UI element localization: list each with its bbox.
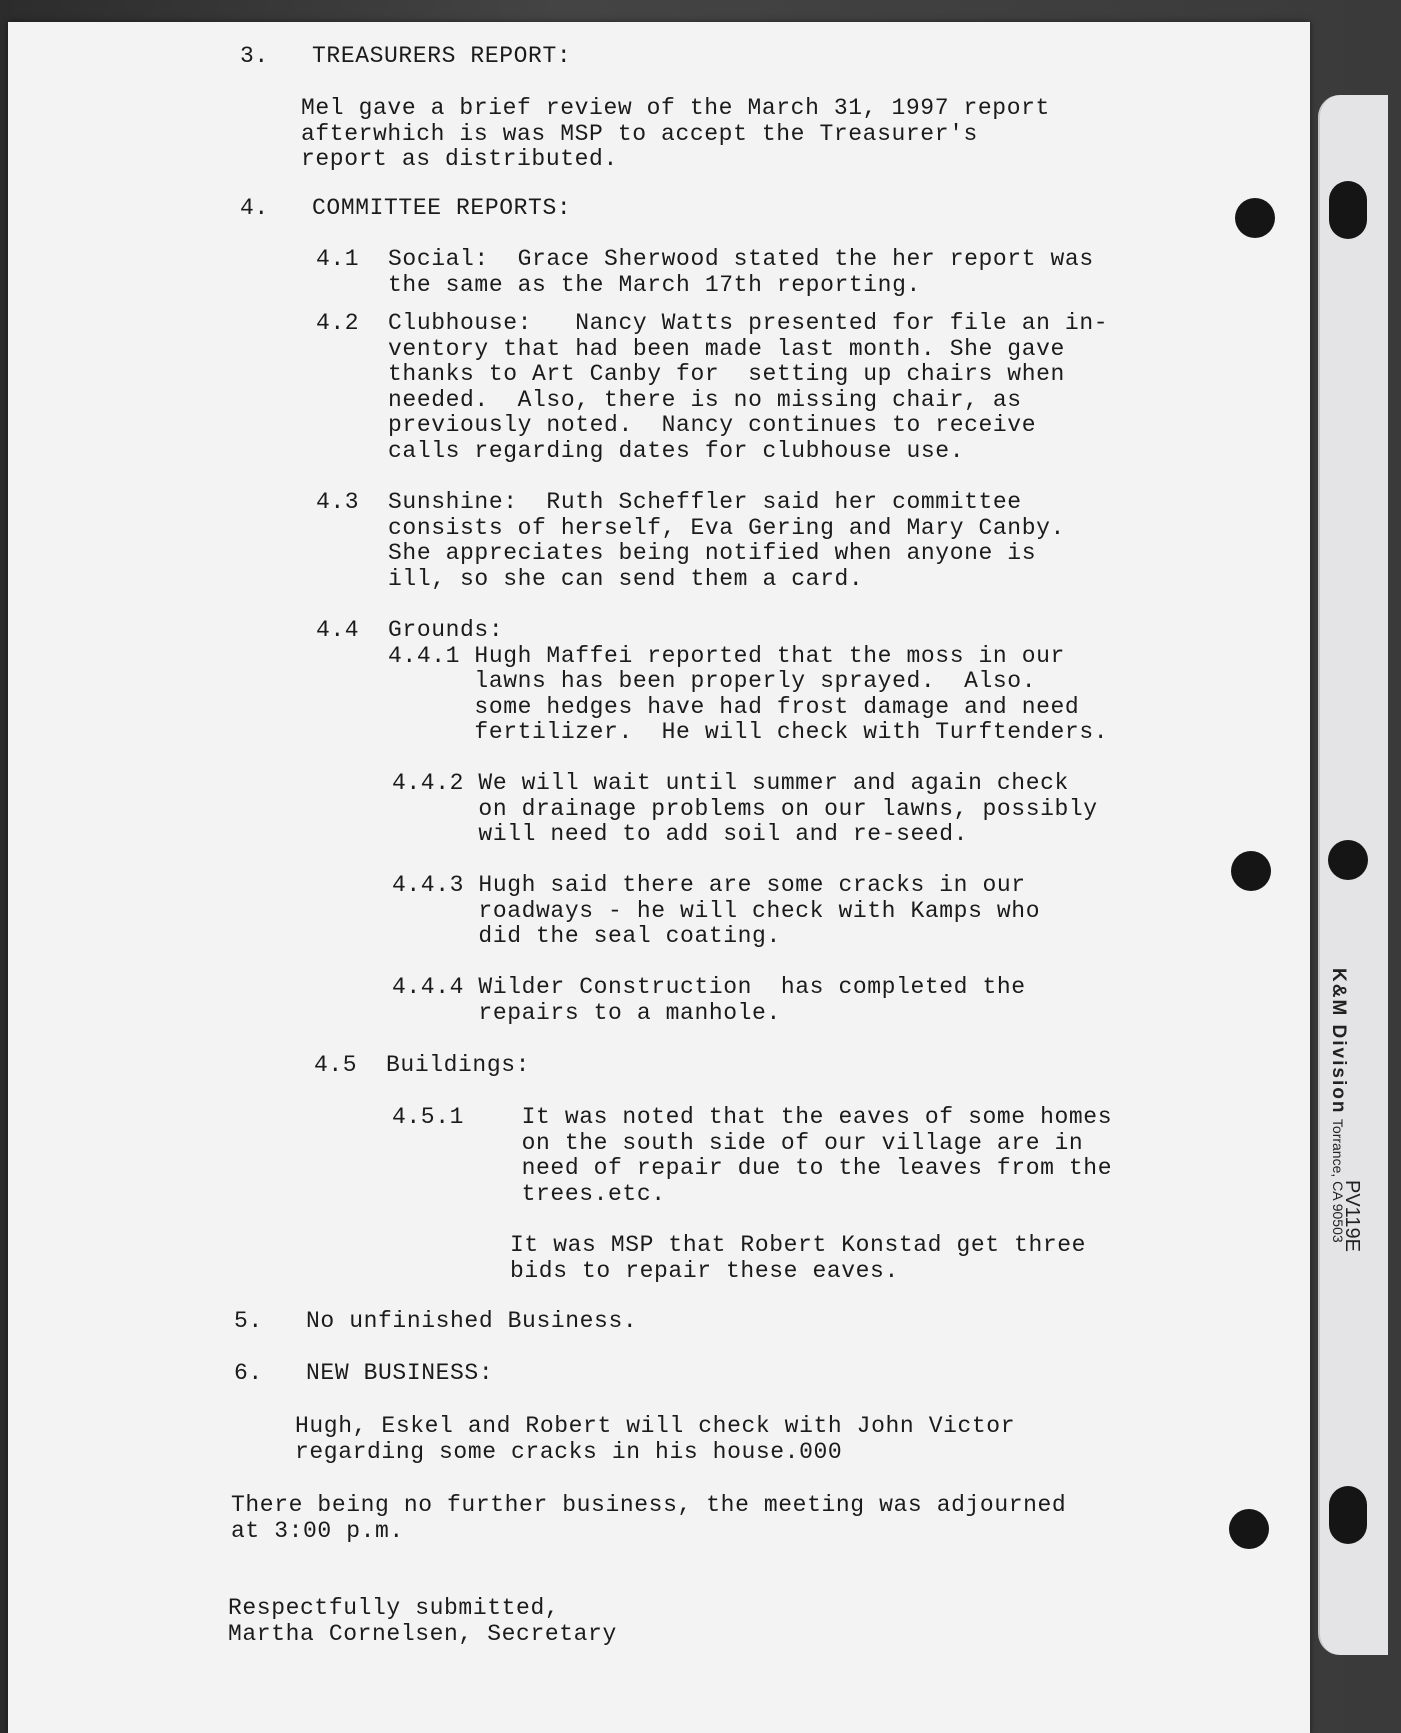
- section-3-heading: 3. TREASURERS REPORT:: [240, 43, 572, 69]
- item-4-4-grounds: 4.4 Grounds: 4.4.1 Hugh Maffei reported that the moss in our lawns has been properly sprayed. Also. some hedges have had frost damage and need fertilizer. He will check with Turftenders.: [316, 617, 1109, 746]
- new-business-text: Hugh, Eskel and Robert will check with John Victor regarding some cracks in his house.000: [295, 1413, 1016, 1465]
- item-4-5-1: 4.5.1 It was noted that the eaves of some homes on the south side of our village are in need of repair due to the leaves from the trees.etc.: [392, 1104, 1113, 1207]
- punch-hole-middle: [1231, 851, 1271, 891]
- signature-block: Respectfully submitted, Martha Cornelsen, Secretary: [228, 1595, 617, 1647]
- item-4-4-3: 4.4.3 Hugh said there are some cracks in our roadways - he will check with Kamps who did the seal coating.: [392, 872, 1041, 950]
- stamp-address: Torrance, CA 90503: [1330, 1118, 1346, 1243]
- section-6-heading: 6. NEW BUSINESS:: [234, 1360, 494, 1386]
- binder-slot-bottom: [1329, 1486, 1367, 1544]
- treasurer-report-text: Mel gave a brief review of the March 31, 1997 report afterwhich is was MSP to accept the Treasurer's report as distributed.: [301, 95, 1050, 173]
- item-4-2-clubhouse: 4.2 Clubhouse: Nancy Watts presented for file an in- ventory that had been made last month. She gave thanks to Art Canby for setting up chairs when needed. Also, there is no missing chair, as previously noted. Nancy continues to receive calls regarding dates for clubhouse use.: [316, 310, 1109, 464]
- binder-slot-top: [1329, 181, 1367, 239]
- item-4-4-4: 4.4.4 Wilder Construction has completed the repairs to a manhole.: [392, 974, 1026, 1026]
- item-4-1-social: 4.1 Social: Grace Sherwood stated the her report was the same as the March 17th reporting.: [316, 246, 1094, 298]
- item-4-5-buildings: 4.5 Buildings:: [314, 1052, 531, 1078]
- section-5-heading: 5. No unfinished Business.: [234, 1308, 638, 1334]
- item-4-3-sunshine: 4.3 Sunshine: Ruth Scheffler said her committee consists of herself, Eva Gering and Mary Canby. She appreciates being notified when anyone is ill, so she can send them a card.: [316, 489, 1065, 592]
- item-4-4-2: 4.4.2 We will wait until summer and again check on drainage problems on our lawns, possibly will need to add soil and re-seed.: [392, 770, 1098, 848]
- eaves-motion-text: It was MSP that Robert Konstad get three bids to repair these eaves.: [510, 1232, 1087, 1284]
- stamp-code: PV119E: [1341, 1180, 1363, 1252]
- punch-hole-bottom: [1229, 1509, 1269, 1549]
- adjournment-text: There being no further business, the meeting was adjourned at 3:00 p.m.: [231, 1492, 1067, 1544]
- stamp-company: K&M Division: [1328, 968, 1349, 1115]
- punch-hole-top: [1235, 198, 1275, 238]
- section-4-heading: 4. COMMITTEE REPORTS:: [240, 195, 572, 221]
- binder-hole-middle: [1328, 840, 1368, 880]
